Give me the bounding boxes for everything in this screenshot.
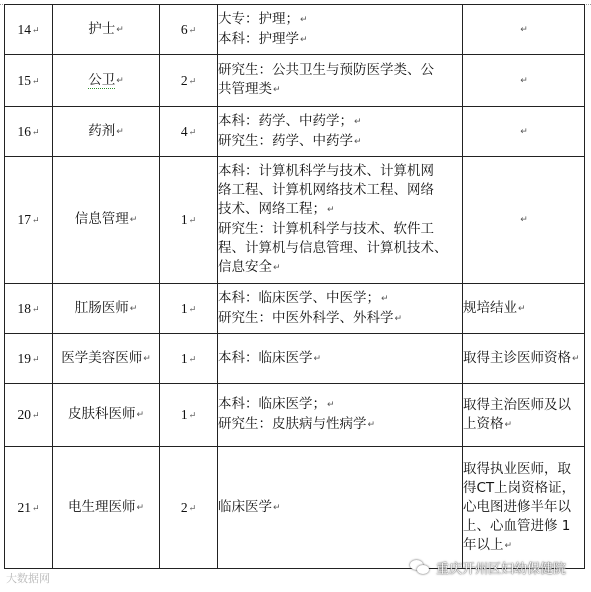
row-number: 20 (17, 407, 31, 422)
note-line: 年以上 (463, 536, 504, 553)
requirement-line: 程、计算机与信息管理、计算机技术、 (218, 240, 448, 256)
recruitment-table (4, 4, 585, 569)
table-row: 19↵ 医学美容医师↵ 1↵ 本科：临床医学↵ 取得主诊医师资格↵ (5, 334, 585, 384)
table-row: 17↵ 信息管理↵ 1↵ 本科：计算机科学与技术、计算机网 络工程、计算机网络技术工程、网络 技术、网络工程；↵ 研究生：计算机科学与技术、软件工 程、计算机与信息管理、计算机技术、 信息安全↵ ↵ (5, 157, 585, 284)
note-cell: 取得执业医师，取 得CT上岗资格证， 心电图进修半年以 上、心血管进修 1 年以上↵ (463, 447, 585, 569)
row-number: 21 (17, 499, 31, 515)
post-count: 1 (180, 407, 188, 422)
table-row: 20↵ 皮肤科医师↵ 1↵ 本科：临床医学；↵ 研究生：皮肤病与性病学↵ 取得主治医师及以 上资格↵ (5, 384, 585, 447)
note-line: 上资格 (463, 415, 504, 432)
wechat-icon (410, 560, 430, 576)
note-line: 心电图进修半年以 (463, 498, 571, 515)
note-line: 取得主治医师及以 (463, 396, 571, 413)
requirement-line: 大专：护理； (218, 10, 299, 27)
post-name: 公卫 (88, 71, 116, 88)
requirement-line: 研究生：药学、中药学 (218, 132, 353, 149)
requirement-line: 本科：临床医学； (218, 396, 326, 412)
watermark-right (410, 558, 566, 577)
note-cell: ↵ (463, 5, 585, 55)
requirement-line: 本科：临床医学、中医学； (218, 289, 380, 306)
post-name: 皮肤科医师 (67, 406, 136, 422)
requirement-line: 研究生：皮肤病与性病学 (218, 416, 367, 432)
note-cell: 取得主治医师及以 上资格↵ (463, 384, 585, 447)
note-cell: 取得主诊医师资格↵ (463, 334, 585, 384)
requirement-line: 研究生：计算机科学与技术、软件工 (218, 221, 434, 237)
row-number: 17 (17, 212, 31, 227)
requirement-line: 研究生：公共卫生与预防医学类、公 (218, 62, 434, 78)
requirement-line: 研究生：中医外科学、外科学 (218, 309, 394, 326)
requirement-line: 本科：临床医学 (218, 349, 313, 366)
watermark-left: 大数据网 (6, 572, 50, 585)
post-count: 1 (180, 212, 188, 227)
requirement-line: 本科：计算机科学与技术、计算机网 (218, 163, 434, 179)
post-count: 1 (180, 300, 188, 316)
table-row: 14↵ 护士↵ 6↵ 大专：护理；↵ 本科：护理学↵ ↵ (5, 5, 585, 55)
post-count: 1 (180, 350, 188, 366)
post-count: 2 (180, 72, 188, 88)
row-number: 14 (17, 21, 31, 37)
note-line: 得CT上岗资格证， (463, 479, 576, 496)
note-line: 上、心血管进修 1 (463, 517, 571, 534)
note-line: 取得执业医师，取 (463, 460, 571, 477)
post-name: 药剂 (88, 122, 116, 139)
post-count: 6 (180, 21, 188, 37)
note-cell: ↵ (463, 107, 585, 157)
requirement-line: 本科：护理学 (218, 30, 299, 47)
row-number: 15 (17, 72, 31, 88)
table-row: 18↵ 肛肠医师↵ 1↵ 本科：临床医学、中医学；↵ 研究生：中医外科学、外科学↵ 规培结业↵ (5, 284, 585, 334)
row-number: 19 (17, 350, 31, 366)
requirement-line: 信息安全 (218, 259, 272, 275)
post-name: 电生理医师 (67, 498, 136, 515)
post-name: 医学美容医师 (61, 349, 143, 366)
post-name: 护士 (88, 20, 116, 37)
watermark-right-text: 重庆开州区妇幼保健院 (436, 562, 567, 577)
requirement-line: 共管理类 (218, 81, 272, 97)
post-count: 2 (180, 499, 188, 515)
post-name: 肛肠医师 (74, 299, 129, 316)
note-cell: 规培结业↵ (463, 284, 585, 334)
row-number: 18 (17, 300, 31, 316)
note-line: 取得主诊医师资格 (463, 349, 571, 366)
post-name: 信息管理 (74, 211, 129, 227)
requirement-line: 络工程、计算机网络技术工程、网络 (218, 182, 434, 198)
requirement-line: 技术、网络工程； (218, 201, 326, 217)
table-row: 16↵ 药剂↵ 4↵ 本科：药学、中药学；↵ 研究生：药学、中药学↵ ↵ (5, 107, 585, 157)
row-number: 16 (17, 123, 31, 139)
note-cell: ↵ (463, 55, 585, 107)
note-line: 规培结业 (463, 299, 517, 316)
note-cell: ↵ (463, 157, 585, 284)
requirement-line: 临床医学 (218, 498, 272, 515)
post-count: 4 (180, 123, 188, 139)
table-row: 15↵ 公卫↵ 2↵ 研究生：公共卫生与预防医学类、公 共管理类↵ ↵ (5, 55, 585, 107)
requirement-line: 本科：药学、中药学； (218, 112, 353, 129)
table-row: 21↵ 电生理医师↵ 2↵ 临床医学↵ 取得执业医师，取 得CT上岗资格证， 心电图进修半年以 上、心血管进修 1 年以上↵ (5, 447, 585, 569)
